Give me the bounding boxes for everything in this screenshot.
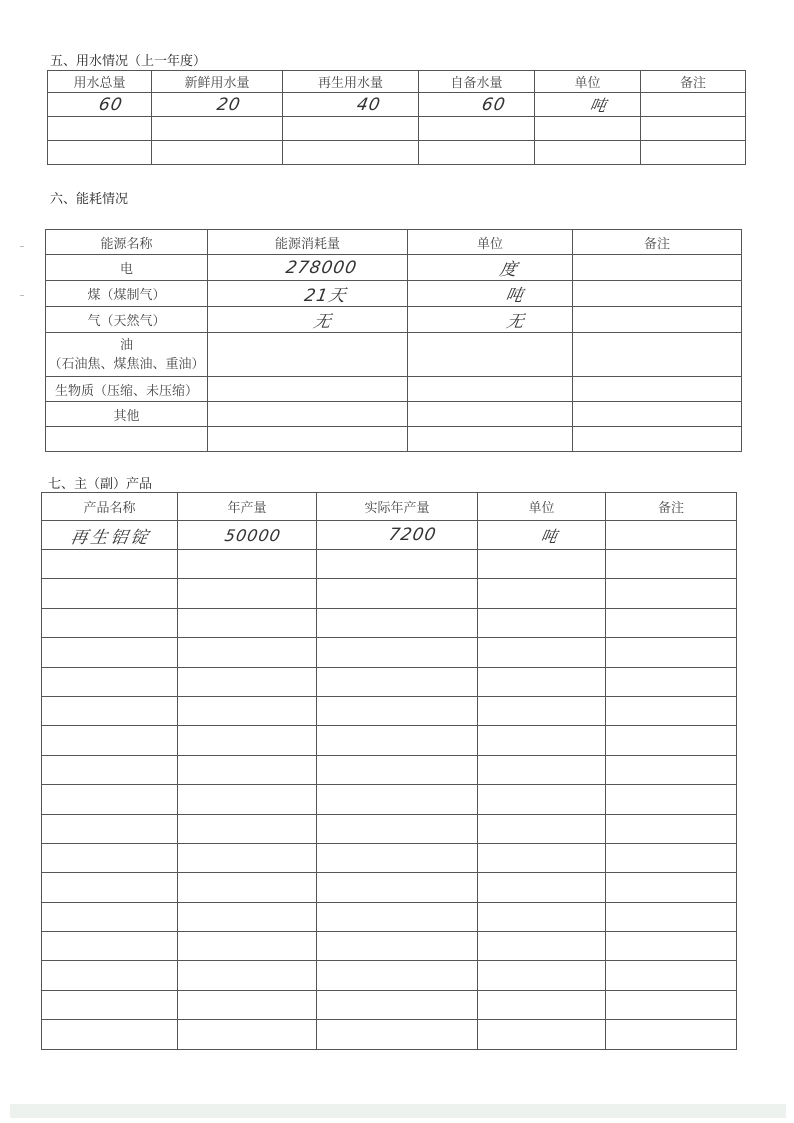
product-empty-row [42, 726, 737, 755]
product-unit-value: 吨 [539, 526, 560, 546]
water-header-row [48, 71, 746, 93]
water-note-value [641, 93, 746, 117]
product-empty-row [42, 579, 737, 608]
energy-section-title: 六、能耗情况 [50, 192, 129, 207]
energy-name: 油 （石油焦、煤焦油、重油） [46, 333, 208, 377]
water-table [47, 70, 746, 165]
energy-amount: 278000 [284, 257, 359, 278]
energy-unit: 吨 [503, 286, 526, 306]
product-table [41, 492, 737, 1050]
product-name-value: 再生铝锭 [68, 527, 152, 548]
water-recycled-value: 40 [354, 94, 383, 115]
water-header-total: 用水总量 [48, 71, 152, 93]
energy-name: 其他 [46, 402, 208, 427]
product-empty-row [42, 990, 737, 1019]
water-header-self: 自备水量 [419, 71, 535, 93]
water-header-unit: 单位 [535, 71, 641, 93]
product-empty-row [42, 1020, 737, 1049]
energy-name: 煤（煤制气） [46, 281, 208, 307]
product-empty-row [42, 932, 737, 961]
water-header-fresh: 新鲜用水量 [152, 71, 283, 93]
product-empty-row [42, 902, 737, 931]
energy-header-unit: 单位 [408, 230, 573, 255]
energy-header-row [46, 230, 742, 255]
energy-table [45, 229, 742, 452]
product-empty-row [42, 785, 737, 814]
water-unit-value: 吨 [588, 96, 609, 115]
energy-row-electricity [46, 255, 742, 281]
product-empty-row [42, 608, 737, 637]
scan-footer-band [10, 1104, 786, 1118]
energy-empty-row [46, 427, 742, 452]
water-empty-row [48, 117, 746, 141]
scan-mark [20, 246, 24, 247]
water-header-recycled: 再生用水量 [283, 71, 419, 93]
water-empty-row [48, 141, 746, 165]
energy-unit: 度 [497, 260, 520, 280]
energy-amount [208, 402, 408, 427]
product-header-name: 产品名称 [42, 493, 178, 521]
water-section-title: 五、用水情况（上一年度） [50, 54, 207, 69]
product-empty-row [42, 696, 737, 725]
energy-header-name: 能源名称 [46, 230, 208, 255]
product-data-row [42, 521, 737, 550]
energy-header-amount: 能源消耗量 [208, 230, 408, 255]
product-empty-row [42, 814, 737, 843]
energy-unit [408, 333, 573, 377]
energy-name: 气（天然气） [46, 307, 208, 333]
energy-unit: 无 [504, 312, 527, 332]
product-empty-row [42, 667, 737, 696]
product-empty-row [42, 873, 737, 902]
product-annual-value: 50000 [223, 525, 283, 545]
energy-amount: 无 [311, 312, 333, 332]
product-header-unit: 单位 [478, 493, 606, 521]
product-empty-row [42, 638, 737, 667]
energy-header-note: 备注 [573, 230, 742, 255]
water-data-row [48, 93, 746, 117]
product-header-annual: 年产量 [178, 493, 317, 521]
product-actual-value: 7200 [387, 525, 439, 545]
water-fresh-value: 20 [215, 94, 243, 115]
energy-amount: 21天 [302, 286, 348, 306]
energy-row-gas [46, 307, 742, 333]
energy-unit [408, 402, 573, 427]
product-empty-row [42, 755, 737, 784]
energy-unit [408, 377, 573, 402]
water-self-value: 60 [479, 94, 508, 115]
energy-row-biomass [46, 377, 742, 402]
product-note-value [606, 521, 737, 550]
products-section-title: 七、主（副）产品 [48, 477, 153, 492]
product-empty-row [42, 550, 737, 579]
scan-mark [20, 295, 24, 296]
energy-amount [208, 377, 408, 402]
water-total-value: 60 [96, 94, 125, 115]
energy-name: 电 [46, 255, 208, 281]
product-empty-row [42, 843, 737, 872]
product-header-row [42, 493, 737, 521]
product-empty-row [42, 961, 737, 990]
product-header-actual: 实际年产量 [317, 493, 478, 521]
energy-row-coal [46, 281, 742, 307]
energy-name: 生物质（压缩、未压缩） [46, 377, 208, 402]
energy-amount [208, 333, 408, 377]
water-header-note: 备注 [641, 71, 746, 93]
product-header-note: 备注 [606, 493, 737, 521]
energy-row-other [46, 402, 742, 427]
energy-row-oil [46, 333, 742, 377]
